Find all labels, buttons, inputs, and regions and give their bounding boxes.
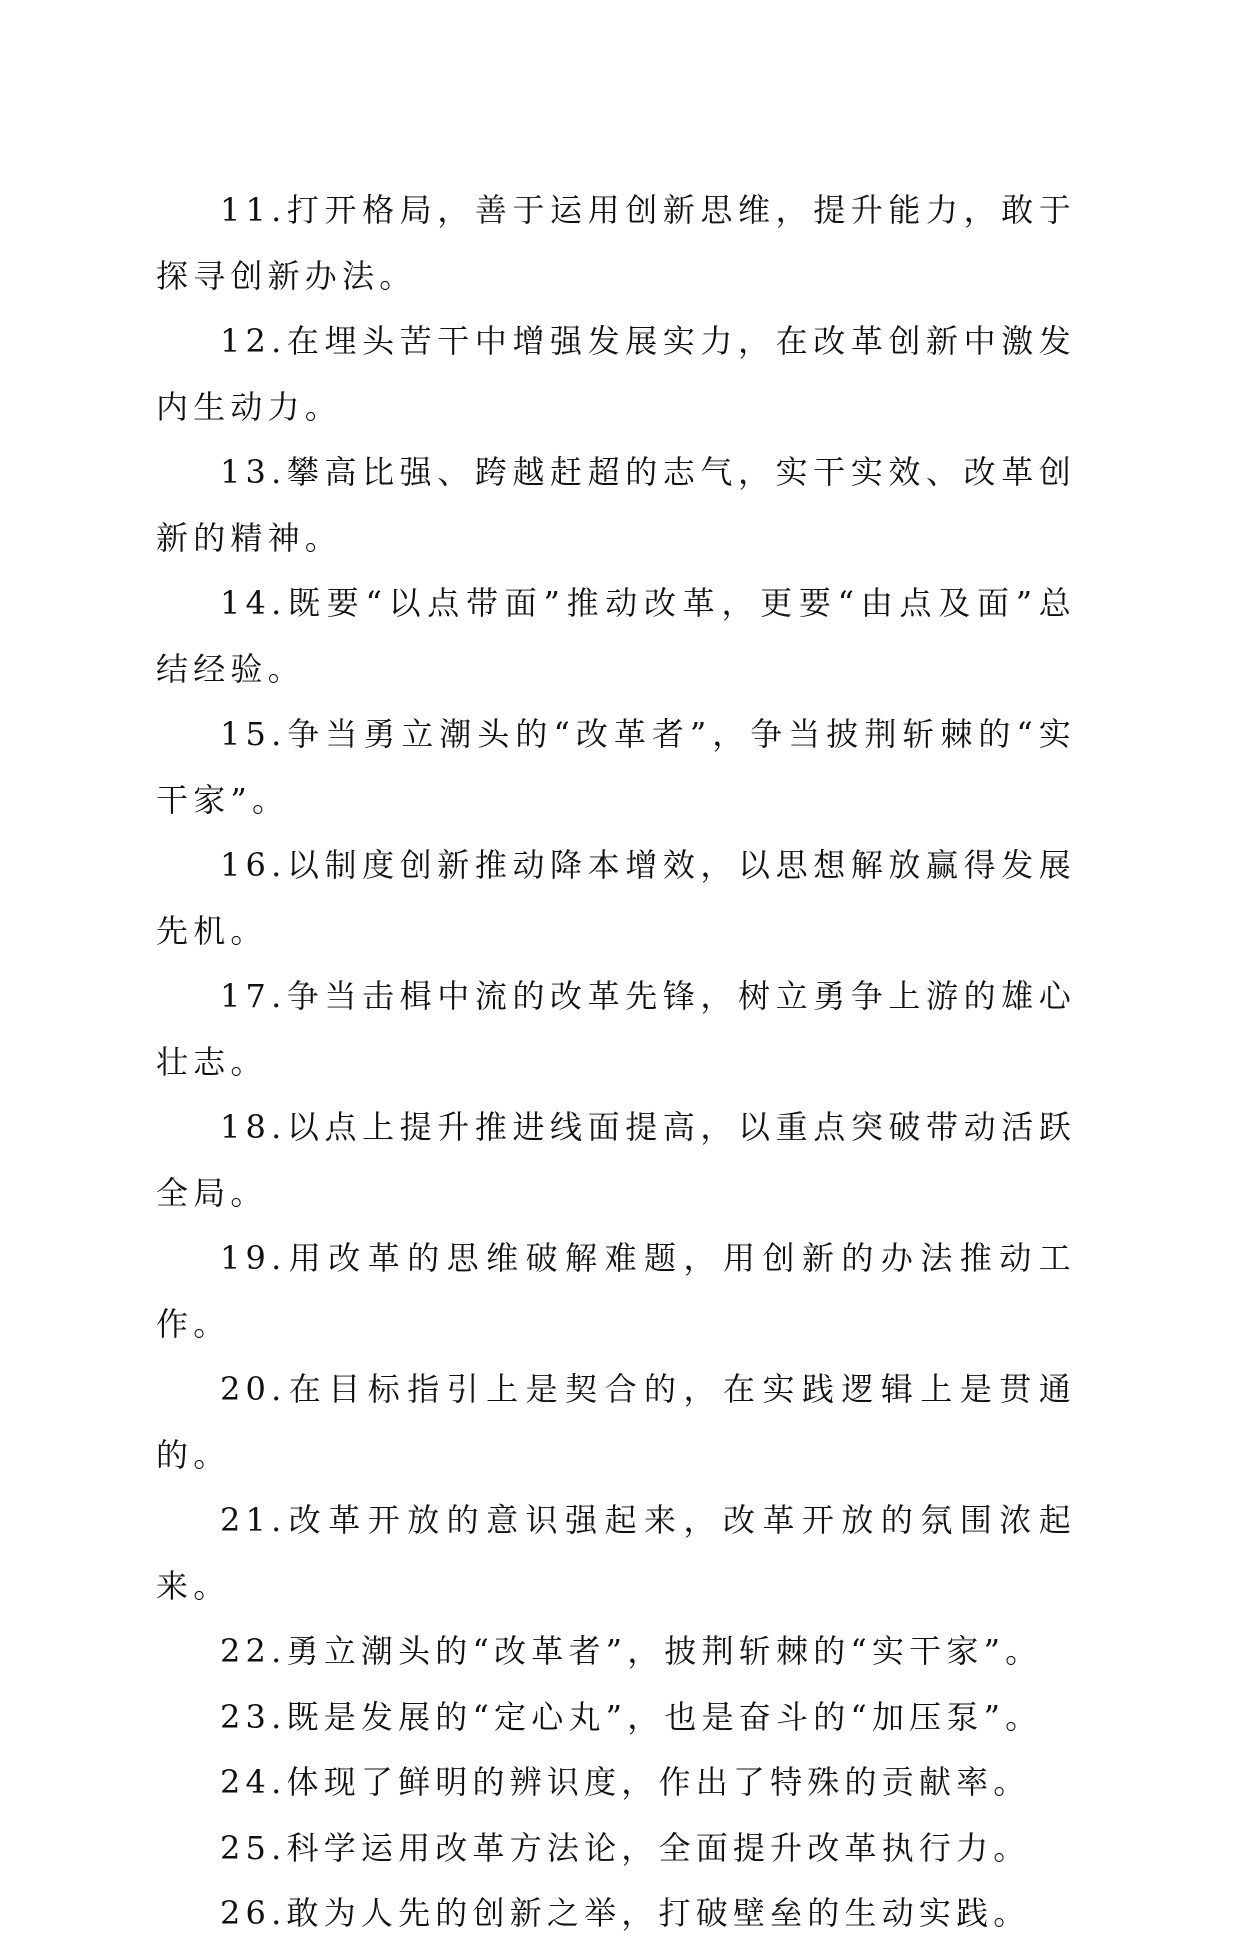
paragraph-18: 18.以点上提升推进线面提高，以重点突破带动活跃全局。 <box>156 1108 1076 1212</box>
paragraph-21: 21.改革开放的意识强起来，改革开放的氛围浓起来。 <box>156 1501 1076 1605</box>
paragraph-11: 11.打开格局，善于运用创新思维，提升能力，敢于探寻创新办法。 <box>156 191 1076 295</box>
paragraph-13: 13.攀高比强、跨越赶超的志气，实干实效、改革创新的精神。 <box>156 453 1076 557</box>
paragraph-16: 16.以制度创新推动降本增效，以思想解放赢得发展先机。 <box>156 846 1076 950</box>
paragraph-12: 12.在埋头苦干中增强发展实力，在改革创新中激发内生动力。 <box>156 322 1076 426</box>
paragraph-20: 20.在目标指引上是契合的，在实践逻辑上是贯通的。 <box>156 1370 1076 1474</box>
paragraph-25: 25.科学运用改革方法论，全面提升改革执行力。 <box>220 1828 1031 1867</box>
paragraph-24: 24.体现了鲜明的辨识度，作出了特殊的贡献率。 <box>220 1763 1031 1801</box>
paragraph-23: 23.既是发展的“定心丸”，也是奋斗的“加压泵”。 <box>220 1697 1043 1736</box>
paragraph-19: 19.用改革的思维破解难题，用创新的办法推动工作。 <box>156 1239 1076 1343</box>
paragraph-17: 17.争当击楫中流的改革先锋，树立勇争上游的雄心壮志。 <box>156 977 1076 1081</box>
paragraph-22: 22.勇立潮头的“改革者”，披荆斩棘的“实干家”。 <box>220 1632 1043 1670</box>
paragraph-15: 15.争当勇立潮头的“改革者”，争当披荆斩棘的“实干家”。 <box>156 715 1076 819</box>
paragraph-14: 14.既要“以点带面”推动改革，更要“由点及面”总结经验。 <box>156 584 1076 688</box>
paragraph-26: 26.敢为人先的创新之举，打破壁垒的生动实践。 <box>220 1894 1031 1932</box>
document-body <box>156 178 1076 1947</box>
